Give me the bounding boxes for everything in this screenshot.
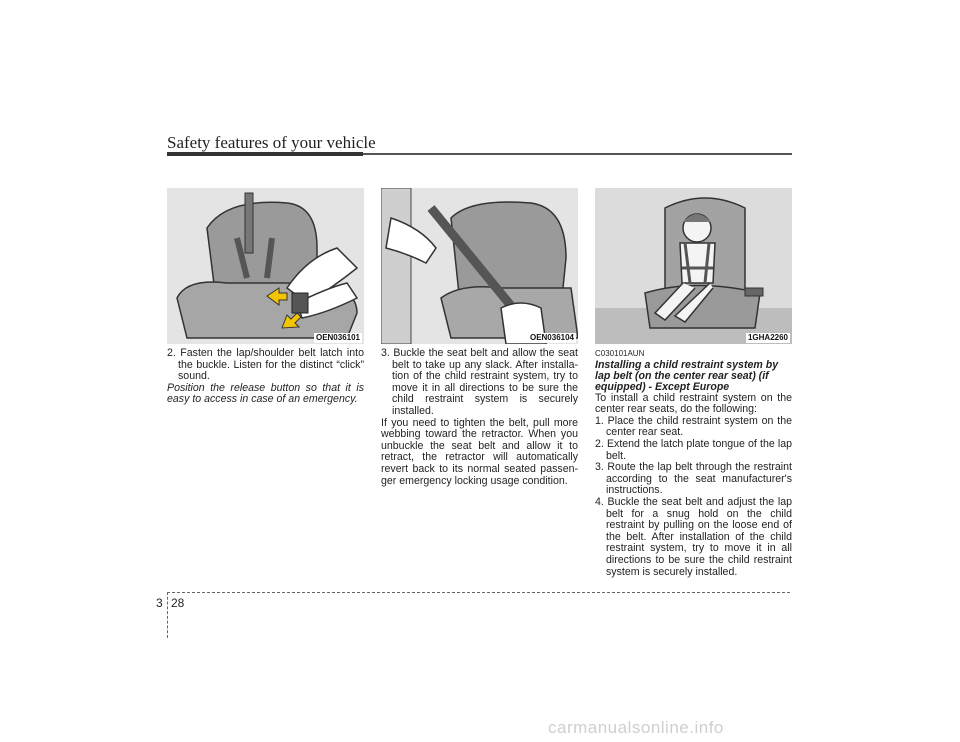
tighten-paragraph: If you need to tighten the belt, pull more webbing toward the retractor. When you unbuckle the seat belt and allow it to retract, the retractor will automatically revert back to its normal seated passen-ger emergency locking usage condition. — [381, 416, 578, 487]
figure-child-seat — [595, 188, 792, 344]
step-2-text: 2. Fasten the lap/shoulder belt latch into the buckle. Listen for the distinct “click” sound. — [167, 347, 364, 383]
buckle-illustration — [167, 188, 364, 344]
figure-buckle-fastening — [167, 188, 364, 344]
figure-buckle-tighten — [381, 188, 578, 344]
column-1 — [167, 188, 364, 406]
step-4-text: 4. Buckle the seat belt and adjust the lap belt for a snug hold on the child restraint by pulling on the loose end of the belt. After installation of the child restraint system, try to move it in all directions to be sure the child restraint system is securely installed. — [595, 495, 792, 578]
step-2-text: 2. Extend the latch plate tongue of the lap belt. — [595, 437, 792, 462]
footer-rule — [167, 592, 790, 593]
child-seat-illustration — [595, 188, 792, 344]
page-number: 28 — [171, 596, 185, 610]
column-2 — [381, 188, 578, 487]
footer-vertical-rule — [167, 592, 168, 638]
header-rule-accent — [167, 152, 363, 156]
step-3-text: 3. Buckle the seat belt and allow the seat belt to take up any slack. After installa-tion of the child restraint system, try to move it in all directions to be sure the child restraint system is securely installed. — [381, 347, 578, 417]
column-3 — [595, 188, 792, 578]
step-3-text: 3. Route the lap belt through the restraint according to the seat manufacturer's instructions. — [595, 461, 792, 497]
section-code: C030101AUN — [595, 349, 645, 358]
release-button-note: Position the release button so that it is easy to access in case of an emergency. — [167, 381, 364, 406]
figure-code: 1GHA2260 — [747, 333, 788, 342]
tighten-illustration — [381, 188, 578, 344]
step-1-text: 1. Place the child restraint system on the center rear seat. — [595, 414, 792, 439]
intro-text: To install a child restraint system on the center rear seats, do the following: — [595, 391, 792, 416]
figure-code: OEN036101 — [315, 333, 360, 342]
chapter-number: 3 — [156, 596, 163, 610]
page-header-title: Safety features of your vehicle — [167, 133, 376, 152]
figure-code: OEN036104 — [529, 333, 574, 342]
section-heading: Installing a child restraint system by lap belt (on the center rear seat) (if equipped) - Except Europe — [595, 358, 779, 393]
watermark: carmanualsonline.info — [548, 718, 724, 737]
